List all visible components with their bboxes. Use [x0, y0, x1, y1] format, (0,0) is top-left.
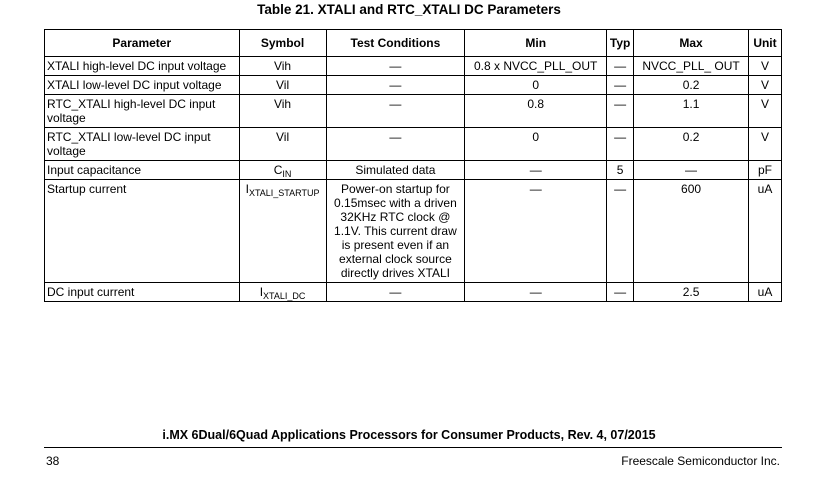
symbol-main: C [273, 163, 283, 177]
cell-unit: V [748, 95, 781, 128]
cell-parameter: RTC_XTALI high-level DC input voltage [45, 95, 240, 128]
cell-test-conditions: Simulated data [326, 161, 465, 180]
cell-max: — [634, 161, 749, 180]
table-title: Table 21. XTALI and RTC_XTALI DC Parameters [257, 2, 561, 17]
cell-max: 2.5 [634, 283, 749, 302]
cell-min: 0.8 [465, 95, 607, 128]
company-name: Freescale Semiconductor Inc. [621, 454, 780, 468]
cell-min: 0 [465, 76, 607, 95]
header-typ: Typ [607, 30, 634, 57]
table-row [45, 180, 782, 283]
cell-test-conditions: — [326, 95, 465, 128]
cell-max: 600 [634, 180, 749, 283]
table-row [45, 161, 782, 180]
cell-typ: — [607, 76, 634, 95]
cell-parameter: Startup current [45, 180, 240, 283]
cell-max: 0.2 [634, 128, 749, 161]
table-header-row [45, 30, 782, 57]
header-min: Min [465, 30, 607, 57]
symbol-subscript: XTALI_STARTUP [248, 188, 320, 198]
cell-typ: — [607, 283, 634, 302]
symbol-main: Vih [273, 59, 292, 73]
table-row [45, 95, 782, 128]
header-unit: Unit [748, 30, 781, 57]
cell-symbol [239, 180, 326, 283]
cell-test-conditions: — [326, 283, 465, 302]
cell-symbol [239, 95, 326, 128]
cell-typ: 5 [607, 161, 634, 180]
cell-parameter: DC input current [45, 283, 240, 302]
cell-unit: pF [748, 161, 781, 180]
cell-min: — [465, 180, 607, 283]
symbol-main: I [259, 285, 264, 299]
header-test-conditions: Test Conditions [326, 30, 465, 57]
table-row [45, 57, 782, 76]
cell-min: 0.8 x NVCC_PLL_OUT [465, 57, 607, 76]
cell-min: 0 [465, 128, 607, 161]
footer-divider [44, 447, 782, 448]
symbol-subscript: IN [282, 169, 292, 179]
cell-symbol [239, 161, 326, 180]
header-symbol: Symbol [239, 30, 326, 57]
cell-typ: — [607, 57, 634, 76]
dc-parameters-table [44, 29, 782, 302]
cell-max: NVCC_PLL_ OUT [634, 57, 749, 76]
table-row [45, 128, 782, 161]
cell-min: — [465, 283, 607, 302]
cell-unit: V [748, 76, 781, 95]
cell-symbol [239, 283, 326, 302]
header-max: Max [634, 30, 749, 57]
cell-unit: uA [748, 180, 781, 283]
cell-test-conditions: — [326, 128, 465, 161]
cell-symbol [239, 76, 326, 95]
cell-symbol [239, 57, 326, 76]
cell-min: — [465, 161, 607, 180]
cell-unit: uA [748, 283, 781, 302]
cell-max: 1.1 [634, 95, 749, 128]
cell-test-conditions: — [326, 57, 465, 76]
cell-parameter: RTC_XTALI low-level DC input voltage [45, 128, 240, 161]
symbol-main: I [245, 182, 249, 196]
symbol-subscript: XTALI_DC [263, 291, 306, 301]
cell-parameter: XTALI high-level DC input voltage [45, 57, 240, 76]
cell-unit: V [748, 128, 781, 161]
cell-max: 0.2 [634, 76, 749, 95]
cell-symbol [239, 128, 326, 161]
cell-test-conditions: Power-on startup for 0.15msec with a driven 32KHz RTC clock @ 1.1V. This current draw is present even if an external clock source directly drives XTALI [326, 180, 465, 283]
cell-typ: — [607, 128, 634, 161]
header-parameter: Parameter [45, 30, 240, 57]
symbol-main: Vil [275, 78, 290, 92]
cell-unit: V [748, 57, 781, 76]
cell-typ: — [607, 95, 634, 128]
cell-typ: — [607, 180, 634, 283]
cell-parameter: Input capacitance [45, 161, 240, 180]
page-number: 38 [46, 454, 60, 468]
symbol-main: Vil [275, 130, 290, 144]
table-row [45, 283, 782, 302]
symbol-main: Vih [273, 97, 292, 111]
footer-document-title: i.MX 6Dual/6Quad Applications Processors for Consumer Products, Rev. 4, 07/2015 [162, 428, 656, 442]
cell-test-conditions: — [326, 76, 465, 95]
table-row [45, 76, 782, 95]
cell-parameter: XTALI low-level DC input voltage [45, 76, 240, 95]
